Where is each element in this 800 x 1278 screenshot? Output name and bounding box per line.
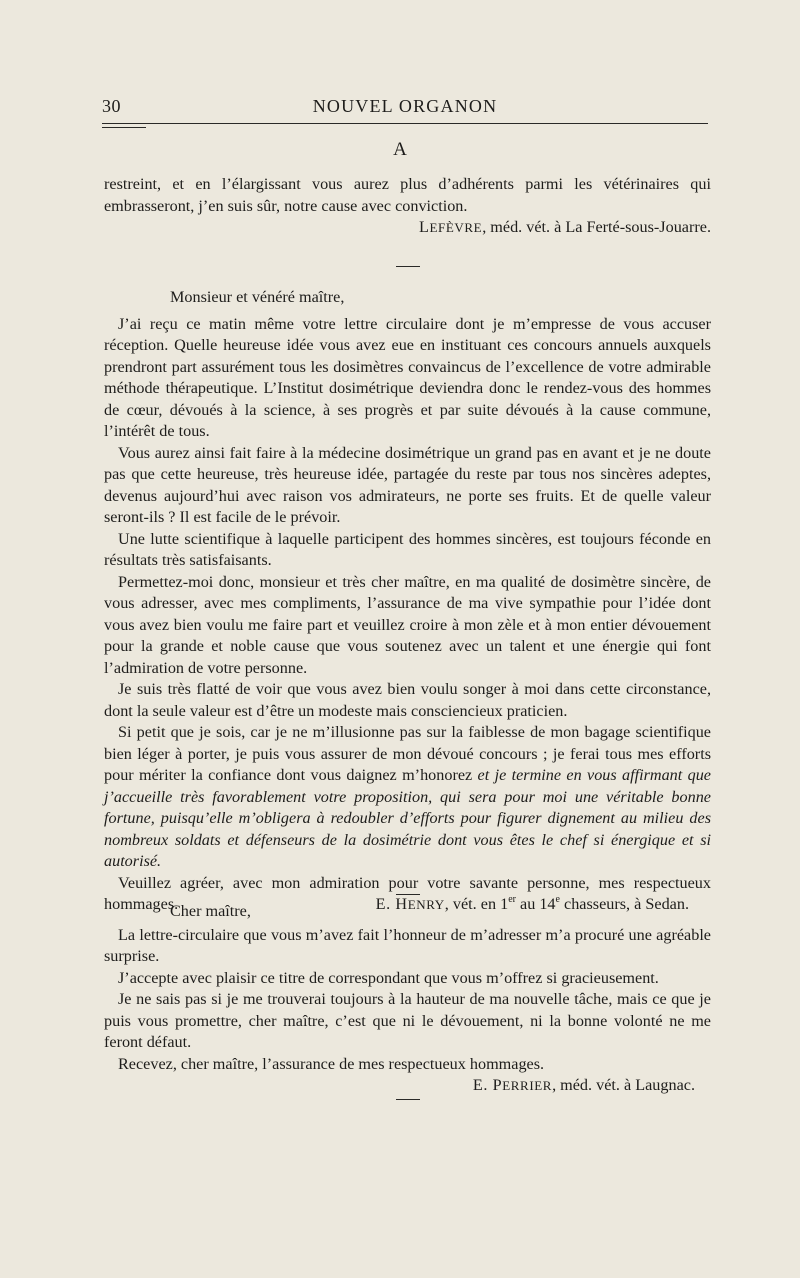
paragraph: restreint, et en l’élargissant vous aurez plus d’adhérents parmi les vétérinaires qui embrasseront, j’en suis sûr, notre cause avec conviction. — [104, 175, 711, 215]
running-title: NOUVEL ORGANON — [312, 96, 498, 116]
signature-mark: A — [393, 139, 407, 160]
paragraph: Recevez, cher maître, l’assurance de mes respectueux hommages. — [118, 1054, 545, 1073]
paragraph: Permettez-moi donc, monsieur et très cher maître, en ma qualité de dosimètre sincère, de vous adresser, avec mes compliments, l’assurance de ma vive sympathie pour l’idée dont vous avez bien voulu me faire part et veuillez croire à mon zèle et à mon entier dévouement pour la grande et noble cause que vous soutenez avec un talent et une énergie qui font l’admiration de votre personne. — [104, 572, 711, 677]
header-rule-short — [102, 127, 146, 128]
page-number: 30 — [102, 96, 121, 116]
paragraph: Je ne sais pas si je me trouverai toujours à la hauteur de ma nouvelle tâche, mais ce que je puis vous promettre, cher maître, c’est que ni le dévouement, ni la bonne volonté ne me feront défaut. — [104, 990, 711, 1051]
signature-details: , méd. vét. à La Ferté-sous-Jouarre. — [482, 218, 711, 236]
letter-lefevre — [104, 174, 711, 239]
signature-name-rest: EFÈVRE — [429, 220, 483, 235]
closing: Veuillez agréer, avec mon admiration pour votre savante personne, mes respectueux hommages. — [104, 873, 711, 913]
signature-perrier — [104, 1075, 711, 1097]
paragraph: Je suis très flatté de voir que vous avez bien voulu songer à moi dans cette circonstance, dont la seule valeur est d’être un modeste mais consciencieux praticien. — [104, 680, 711, 720]
header-rule — [102, 123, 708, 124]
signature-name-initial: L — [418, 218, 430, 236]
signature-details: , vét. en 1 — [444, 895, 509, 913]
paragraph: J’ai reçu ce matin même votre lettre circulaire dont je m’empresse de vous accuser réception. Quelle heureuse idée vous avez eue en instituant ces concours annuels auxquels prendront part assurément tous les dosimètres convaincus de l’excellence de votre admirable méthode thérapeutique. L’Institut dosimétrique deviendra donc le rendez-vous des hommes de cœur, dévoués à la science, à ses progrès et par suite dévoués à la cause commune, l’intérêt de tous. — [104, 314, 711, 440]
paragraph-plain-part: Si petit que je sois, car je ne m’illusionne pas sur la faiblesse de mon bagage scientifique bien léger à porter, je puis vous assurer de mon dévoué concours ; je ferai tous mes efforts pour mériter la confiance dont vous daignez m’honorez — [104, 723, 711, 784]
separator-rule — [396, 1099, 420, 1100]
paragraph: Vous aurez ainsi fait faire à la médecine dosimétrique un grand pas en avant et je ne doute pas que cette heureuse, très heureuse idée, partagée du reste par tous nos sincères adeptes, devenus aujourd’hui avec raison vos admirateurs, ne porte ses fruits. Et de quelle valeur seront-ils ? Il est facile de le prévoir. — [104, 443, 711, 526]
signature-name-rest: ERRIER — [502, 1078, 553, 1093]
paragraph: Une lutte scientifique à laquelle participent des hommes sincères, est toujours féconde en résultats très satisfaisants. — [104, 529, 711, 569]
signature-details: , méd. vét. à Laugnac. — [552, 1076, 695, 1094]
salutation: Monsieur et vénéré maître, — [170, 288, 345, 306]
signature-lefevre — [104, 217, 711, 239]
salutation: Cher maître, — [170, 902, 251, 920]
signature-name-rest: ENRY — [407, 897, 445, 912]
paragraph: J’accepte avec plaisir ce titre de correspondant que vous m’offrez si gracieusement. — [118, 968, 659, 987]
paragraph: La lettre-circulaire que vous m’avez fait l’honneur de m’adresser m’a procuré une agréable surprise. — [104, 925, 711, 965]
paragraph-italic-part: et je termine en vous affirmant que j’accueille très favorablement votre proposition, qui sera pour moi une véritable bonne fortune, puisqu’elle m’obligera à redoubler d’efforts pour figurer dignement au milieu des nombreux soldats et défenseurs de la dosimétrie dont vous êtes le chef si énergique et si autorisé. — [104, 766, 711, 870]
letter-perrier — [104, 901, 711, 1097]
signature-name-initial: E. P — [472, 1076, 503, 1094]
superscript: er — [508, 893, 516, 905]
page-header — [102, 96, 708, 118]
separator-rule — [396, 894, 420, 895]
superscript: e — [555, 893, 560, 905]
signature-name-initial: E. H — [375, 895, 408, 913]
letter-henry — [104, 287, 711, 916]
paragraph-with-italic — [104, 722, 711, 873]
separator-rule — [396, 266, 420, 267]
signature-details: chasseurs, à Sedan. — [559, 895, 689, 913]
signature-details: au 14 — [515, 895, 556, 913]
